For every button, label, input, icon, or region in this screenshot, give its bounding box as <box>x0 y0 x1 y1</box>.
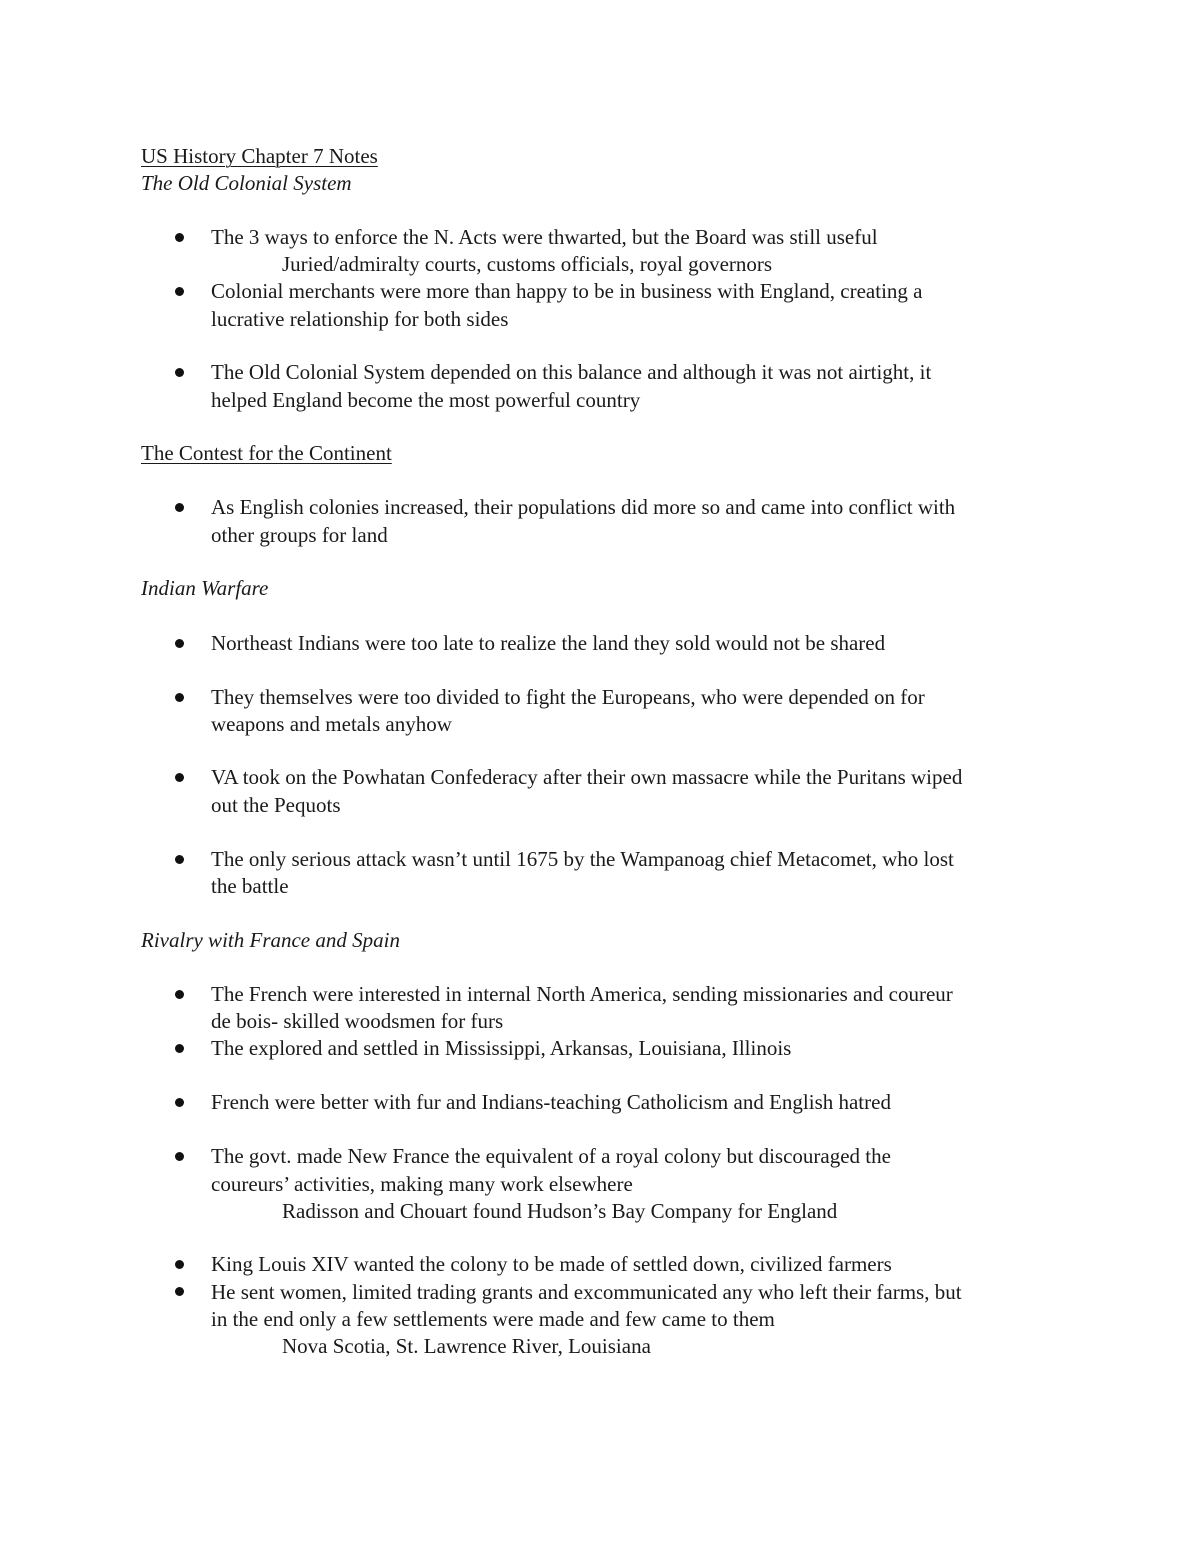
list-item-text: in the end only a few settlements were made and few came to them <box>211 1307 775 1331</box>
list-item-text: VA took on the Powhatan Confederacy after their own massacre while the Puritans wiped <box>211 765 963 789</box>
section-heading: Rivalry with France and Spain <box>141 928 400 952</box>
bullet-icon <box>175 287 184 296</box>
section-heading: The Contest for the Continent <box>141 441 392 465</box>
list-item-text: The French were interested in internal North America, sending missionaries and coureur <box>211 982 953 1006</box>
list-item-text: The govt. made New France the equivalent of a royal colony but discouraged the <box>211 1144 891 1168</box>
section-heading: Indian Warfare <box>141 576 269 600</box>
bullet-icon <box>175 233 184 242</box>
page-title: US History Chapter 7 Notes <box>141 144 378 168</box>
bullet-icon <box>175 693 184 702</box>
list-item-text: He sent women, limited trading grants and excommunicated any who left their farms, but <box>211 1280 962 1304</box>
bullet-icon <box>175 1098 184 1107</box>
list-item-text: French were better with fur and Indians-teaching Catholicism and English hatred <box>211 1090 891 1114</box>
list-item-text: Northeast Indians were too late to realize the land they sold would not be shared <box>211 631 886 655</box>
bullet-icon <box>175 368 184 377</box>
list-item-text: lucrative relationship for both sides <box>211 307 509 331</box>
list-item-text: The Old Colonial System depended on this balance and although it was not airtight, it <box>211 360 932 384</box>
list-item-text: other groups for land <box>211 523 388 547</box>
list-item-text: They themselves were too divided to fight the Europeans, who were depended on for <box>211 685 925 709</box>
list-item-text: The explored and settled in Mississippi, Arkansas, Louisiana, Illinois <box>211 1036 792 1060</box>
list-item-text: The only serious attack wasn’t until 1675 by the Wampanoag chief Metacomet, who lost <box>211 847 954 871</box>
list-item-text: weapons and metals anyhow <box>211 712 452 736</box>
bullet-icon <box>175 1152 184 1161</box>
list-item-subtext: Juried/admiralty courts, customs officials, royal governors <box>282 252 773 276</box>
bullet-icon <box>175 1260 184 1269</box>
list-item-subtext: Radisson and Chouart found Hudson’s Bay Company for England <box>282 1199 838 1223</box>
list-item-text: out the Pequots <box>211 793 341 817</box>
list-item-text: coureurs’ activities, making many work elsewhere <box>211 1172 633 1196</box>
bullet-icon <box>175 855 184 864</box>
bullet-icon <box>175 1287 184 1296</box>
bullet-icon <box>175 773 184 782</box>
list-item-text: The 3 ways to enforce the N. Acts were thwarted, but the Board was still useful <box>211 225 878 249</box>
list-item-text: King Louis XIV wanted the colony to be made of settled down, civilized farmers <box>211 1252 892 1276</box>
section-heading: The Old Colonial System <box>141 171 352 195</box>
list-item-text: de bois- skilled woodsmen for furs <box>211 1009 504 1033</box>
bullet-icon <box>175 1044 184 1053</box>
list-item-text: Colonial merchants were more than happy to be in business with England, creating a <box>211 279 923 303</box>
list-item-text: As English colonies increased, their populations did more so and came into conflict with <box>211 495 956 519</box>
list-item-text: the battle <box>211 874 289 898</box>
bullet-icon <box>175 990 184 999</box>
list-item-subtext: Nova Scotia, St. Lawrence River, Louisiana <box>282 1334 651 1358</box>
bullet-icon <box>175 503 184 512</box>
bullet-icon <box>175 639 184 648</box>
list-item-text: helped England become the most powerful country <box>211 388 641 412</box>
